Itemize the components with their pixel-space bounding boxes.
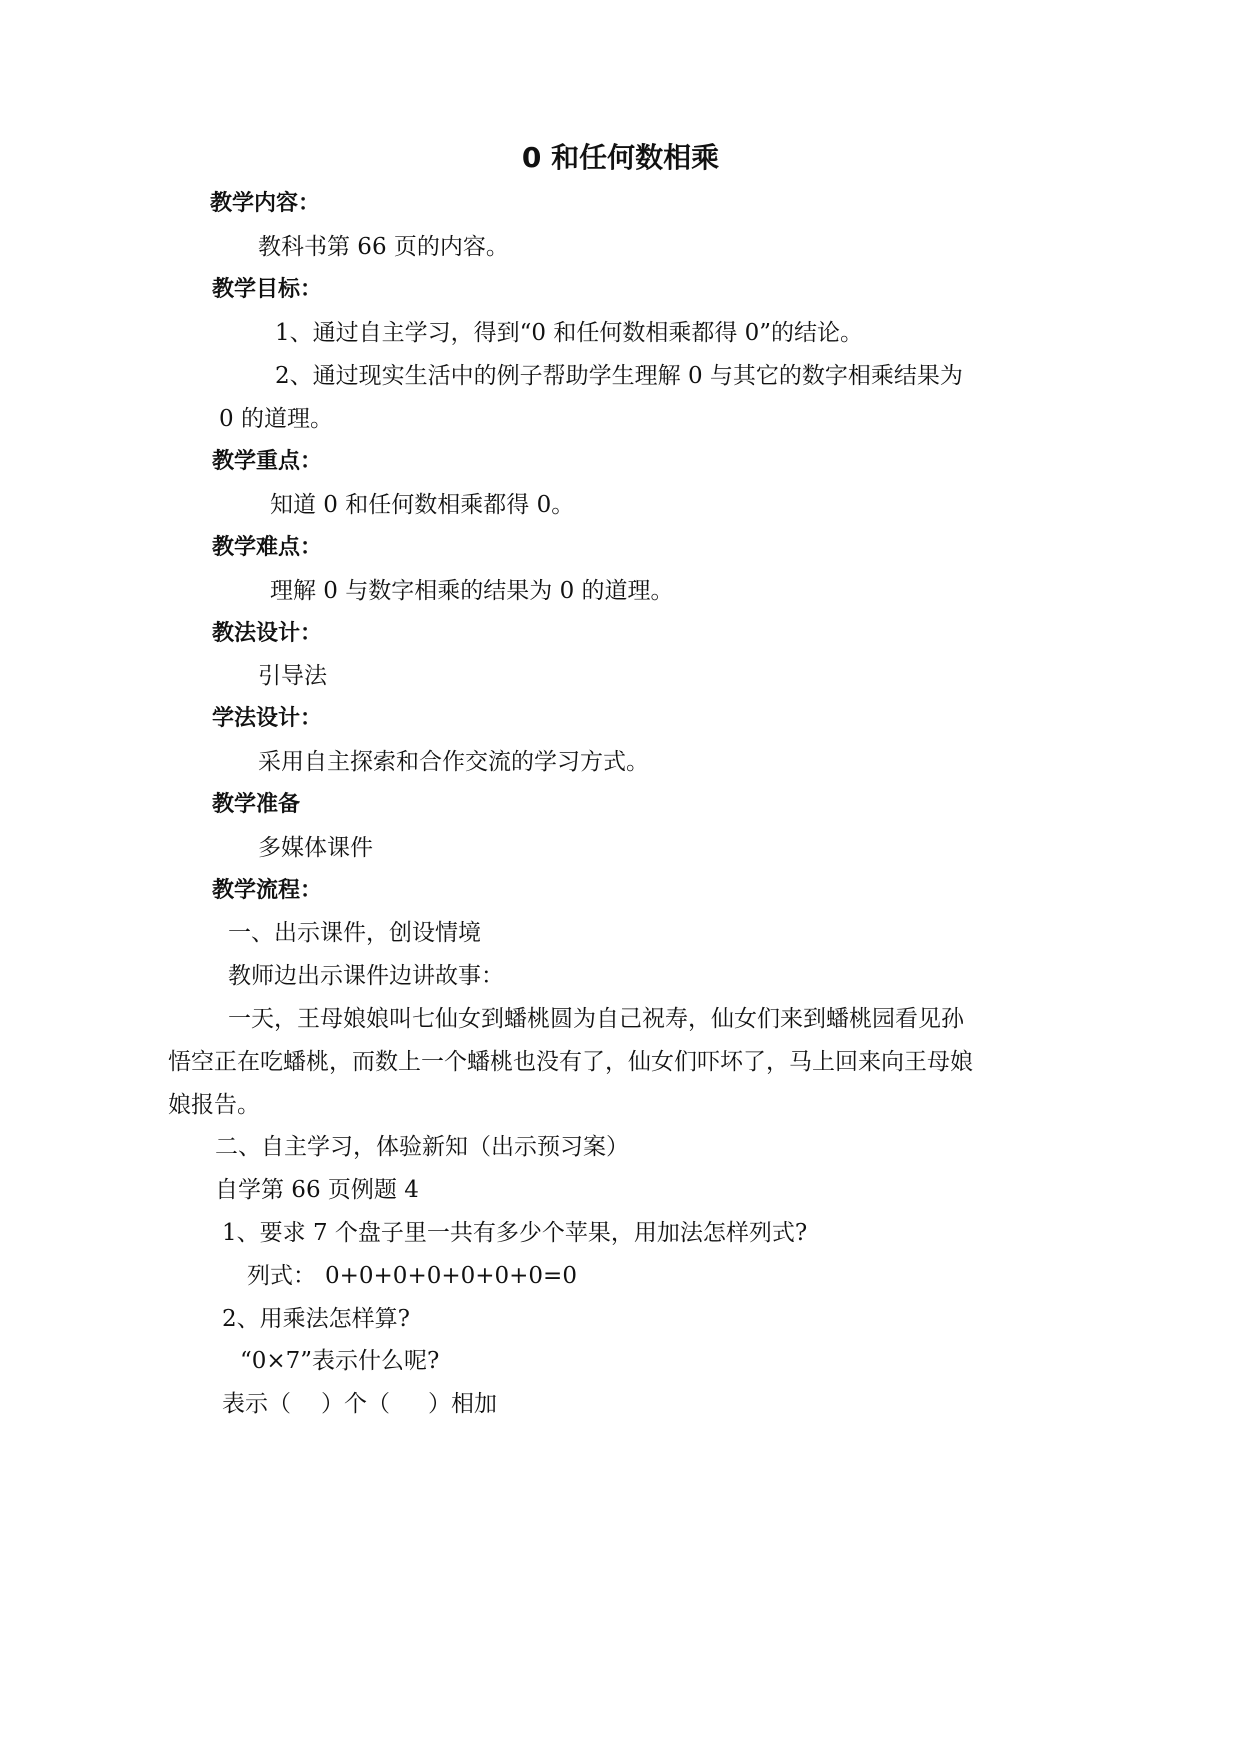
goals-heading: 教学目标： [212, 277, 323, 302]
story-line-1: 一天，王母娘娘叫七仙女到蟠桃圆为自己祝寿，仙女们来到蟠桃园看见孙 [228, 1006, 964, 1032]
study-heading: 学法设计： [212, 706, 323, 731]
difficulty-text: 理解 0 与数字相乘的结果为 0 的道理。 [270, 578, 674, 604]
content-text: 教科书第 66 页的内容。 [258, 234, 509, 260]
goal-item-1: 1、通过自主学习，得到“0 和任何数相乘都得 0”的结论。 [275, 320, 864, 346]
content-heading: 教学内容： [210, 191, 321, 216]
self-study-text: 自学第 66 页例题 4 [215, 1177, 419, 1203]
goal-item-2-line-1: 2、通过现实生活中的例子帮助学生理解 0 与其它的数字相乘结果为 [275, 363, 963, 389]
process-step-2: 二、自主学习，体验新知（出示预习案） [215, 1134, 629, 1160]
method-heading: 教法设计： [212, 621, 323, 646]
question-1: 1、要求 7 个盘子里一共有多少个苹果，用加法怎样列式? [222, 1220, 808, 1246]
study-text: 采用自主探索和合作交流的学习方式。 [258, 749, 649, 775]
goal-item-2-line-2: 0 的道理。 [219, 406, 333, 432]
key-point-text: 知道 0 和任何数相乘都得 0。 [270, 492, 575, 518]
formula-label: 列式： [247, 1263, 316, 1289]
prep-heading: 教学准备 [212, 792, 301, 817]
story-line-3: 娘报告。 [168, 1092, 260, 1118]
process-heading: 教学流程： [212, 878, 323, 903]
difficulty-heading: 教学难点： [212, 535, 323, 560]
question-2-sub: “0×7”表示什么呢? [240, 1348, 440, 1374]
fill-blank-part-2: ）个（ [321, 1391, 390, 1417]
key-point-heading: 教学重点： [212, 449, 323, 474]
process-step-1: 一、出示课件，创设情境 [228, 920, 481, 946]
prep-text: 多媒体课件 [258, 835, 373, 861]
fill-blank-part-1: 表示（ [222, 1391, 291, 1417]
fill-blank-line [222, 1389, 497, 1419]
method-text: 引导法 [258, 663, 327, 689]
story-intro: 教师边出示课件边讲故事： [228, 963, 504, 989]
page-title: 0 和任何数相乘 [521, 141, 720, 174]
question-2: 2、用乘法怎样算? [222, 1306, 410, 1332]
story-line-2: 悟空正在吃蟠桃，而数上一个蟠桃也没有了，仙女们吓坏了，马上回来向王母娘 [168, 1049, 973, 1075]
fill-blank-part-3: ）相加 [428, 1391, 497, 1417]
formula: 0+0+0+0+0+0+0=0 [325, 1263, 577, 1289]
